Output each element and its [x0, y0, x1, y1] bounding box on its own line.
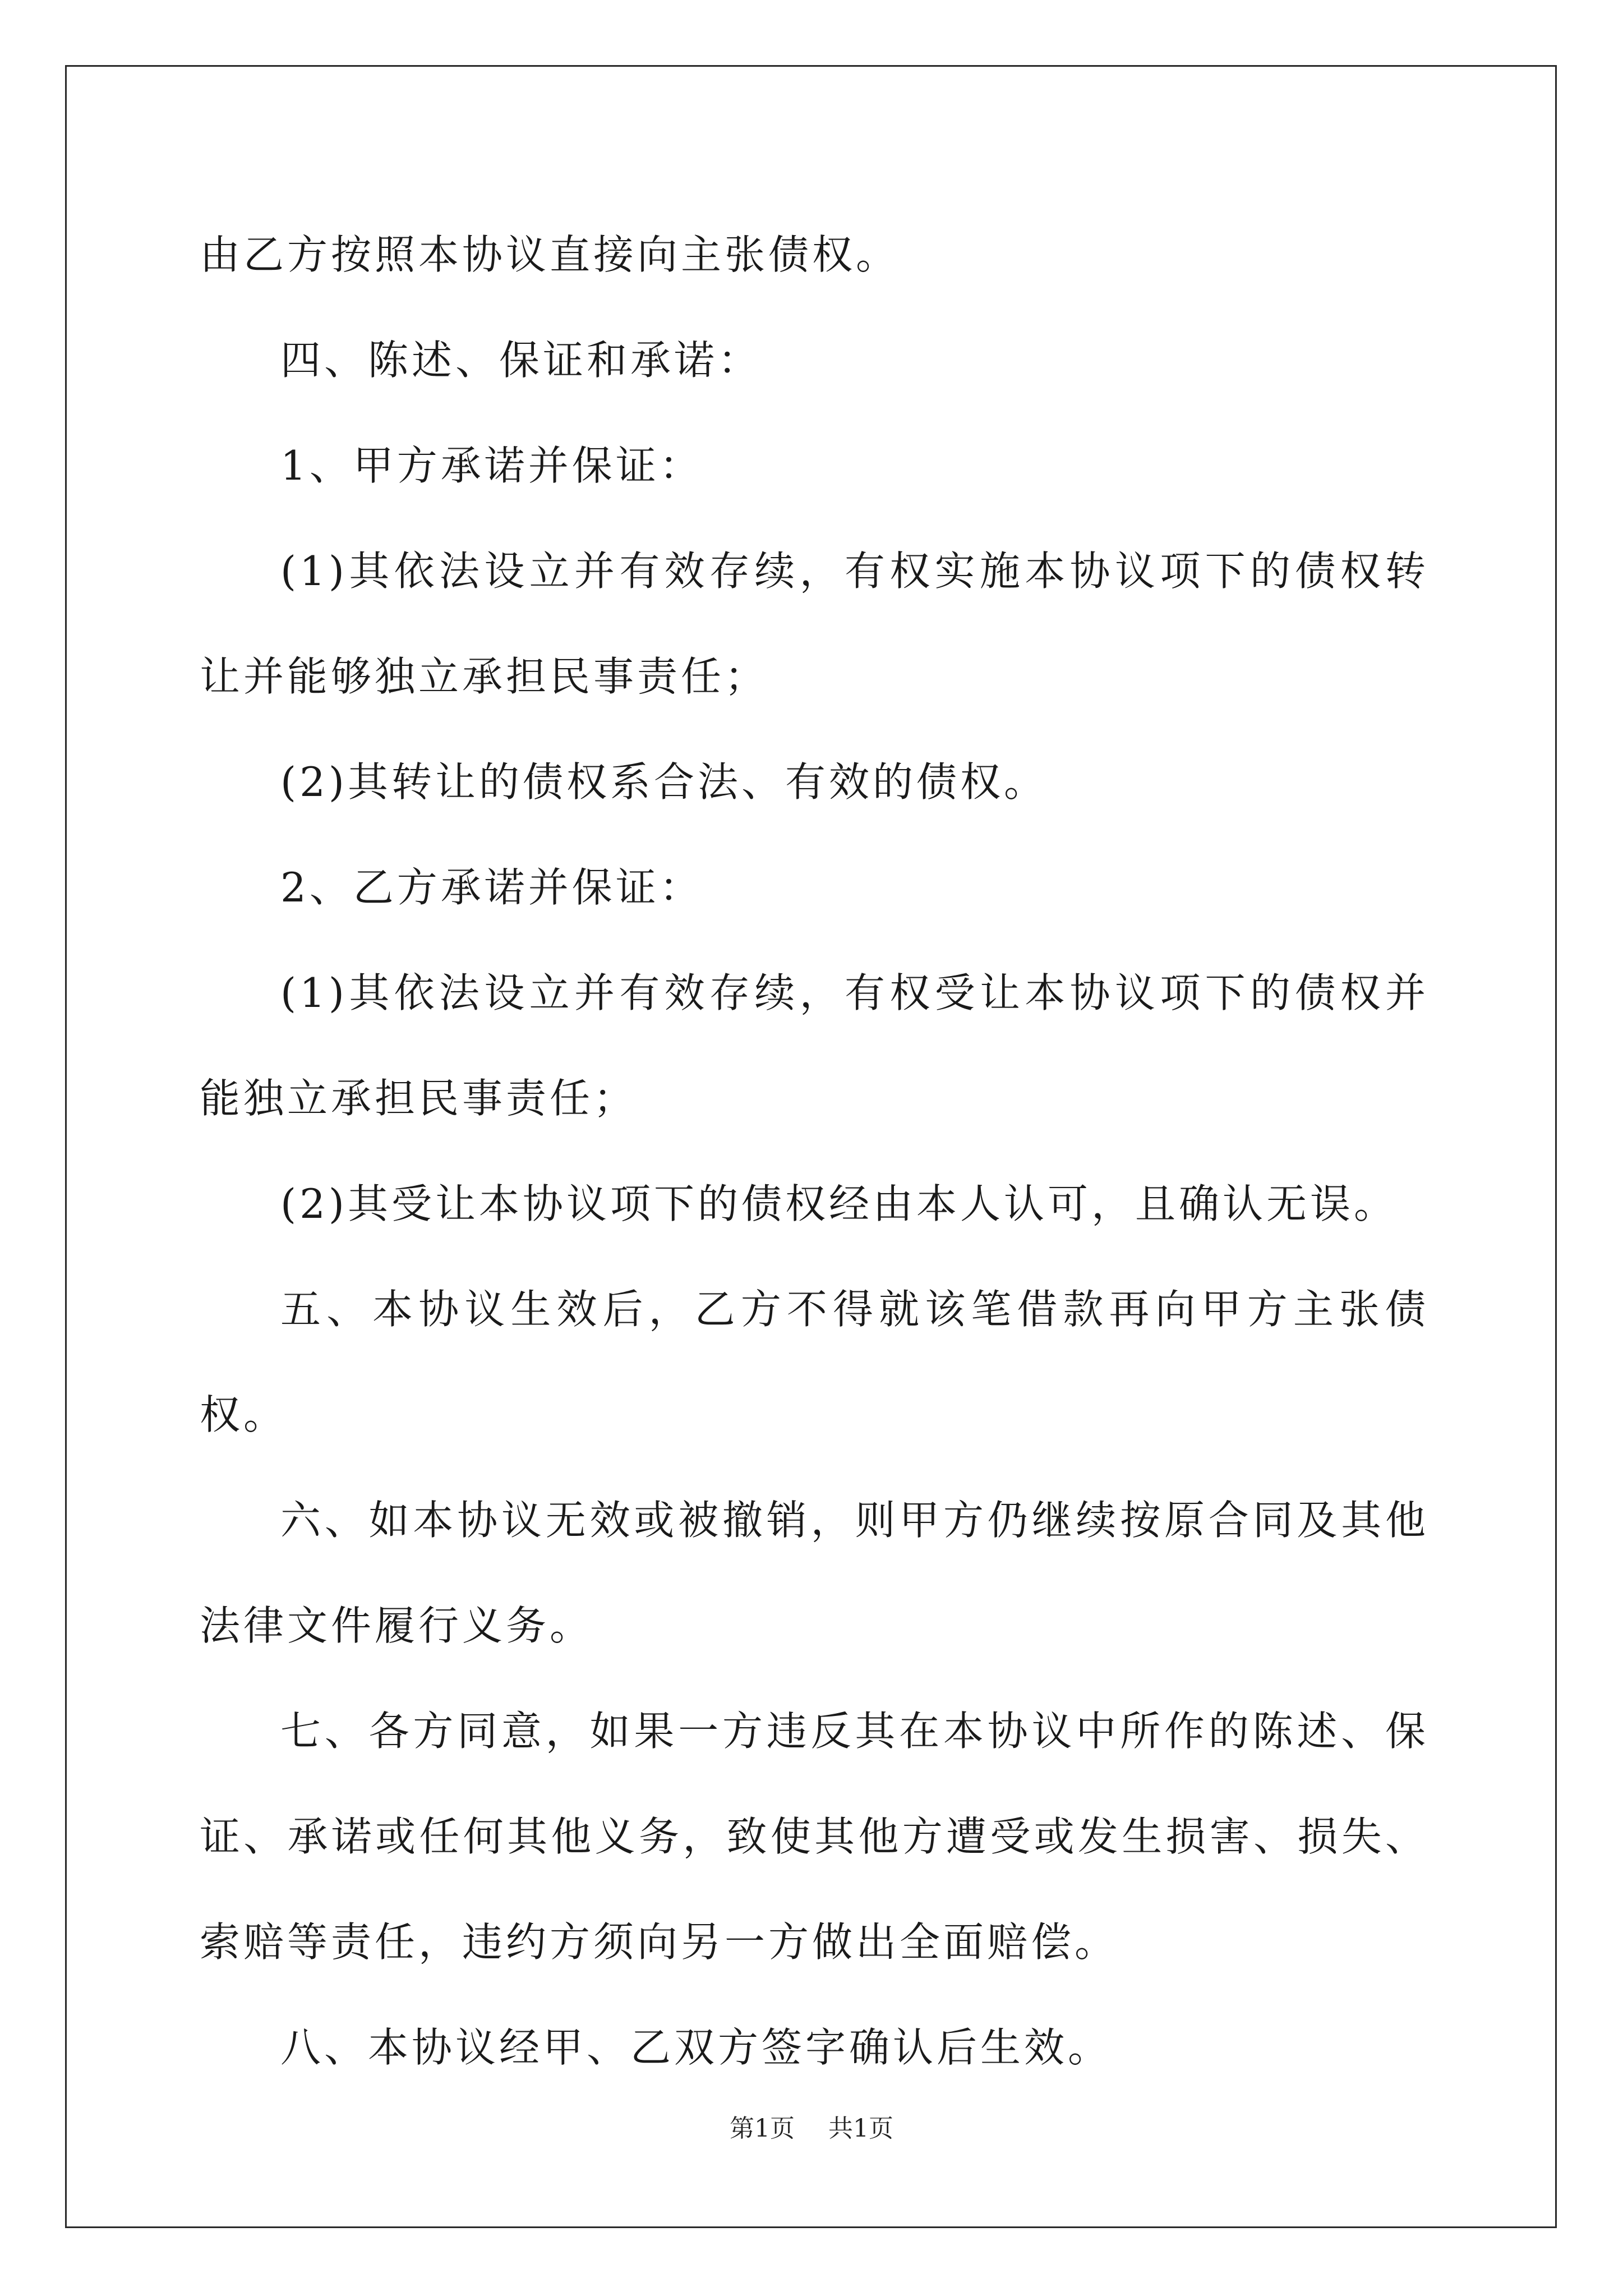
paragraph-0: 由乙方按照本协议直接向主张债权。: [200, 231, 900, 278]
page-footer: [0, 2112, 1623, 2146]
paragraph-8: 五、本协议生效后，乙方不得就该笔借款再向甲方主张债权。: [200, 1286, 1429, 1438]
paragraph-4: (2)其转让的债权系合法、有效的债权。: [280, 758, 1048, 806]
paragraph-10: 七、各方同意，如果一方违反其在本协议中所作的陈述、保证、承诺或任何其他义务，致使其他方遭受或发生损害、损失、索赔等责任，违约方须向另一方做出全面赔偿。: [200, 1708, 1429, 1966]
paragraph-1: 四、陈述、保证和承诺：: [280, 337, 762, 384]
paragraph-5: 2、乙方承诺并保证：: [280, 864, 703, 911]
page-number: 第1页: [730, 2114, 795, 2143]
paragraph-2: 1、甲方承诺并保证：: [280, 442, 703, 489]
paragraph-6: (1)其依法设立并有效存续，有权受让本协议项下的债权并能独立承担民事责任；: [200, 969, 1429, 1122]
paragraph-7: (2)其受让本协议项下的债权经由本人认可，且确认无误。: [280, 1180, 1398, 1227]
paragraph-11: 八、本协议经甲、乙双方签字确认后生效。: [280, 2024, 1112, 2071]
paragraph-9: 六、如本协议无效或被撤销，则甲方仍继续按原合同及其他法律文件履行义务。: [200, 1497, 1429, 1649]
document-body: [200, 202, 1429, 2100]
page-total: 共1页: [828, 2114, 893, 2143]
paragraph-3: (1)其依法设立并有效存续，有权实施本协议项下的债权转让并能够独立承担民事责任；: [200, 547, 1429, 700]
